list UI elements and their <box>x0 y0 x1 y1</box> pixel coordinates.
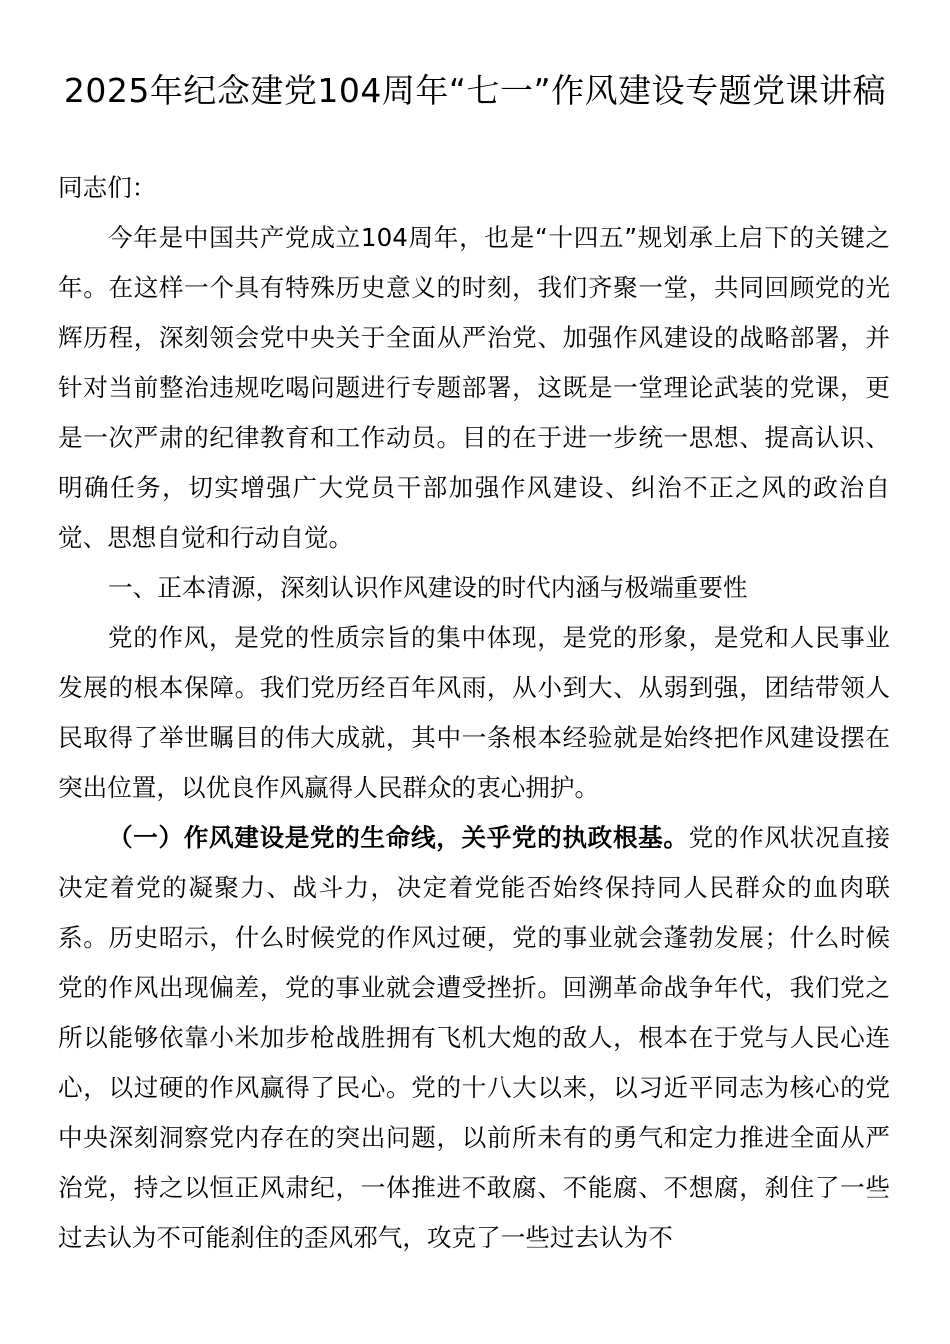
intro-paragraph: 今年是中国共产党成立104周年，也是“十四五”规划承上启下的关键之年。在这样一个具有特殊历史意义的时刻，我们齐聚一堂，共同回顾党的光辉历程，深刻领会党中央关于全面从严治党、加强作风建设的战略部署，并针对当前整治违规吃喝问题进行专题部署，这既是一堂理论武装的党课，更是一次严肃的纪律教育和工作动员。目的在于进一步统一思想、提高认识、明确任务，切实增强广大党员干部加强作风建设、纠治不正之风的政治自觉、思想自觉和行动自觉。 <box>58 223 890 552</box>
document-body <box>58 163 890 1263</box>
subsection-1-paragraph <box>58 813 890 1263</box>
salutation: 同志们： <box>58 173 157 202</box>
section-1-paragraph: 党的作风，是党的性质宗旨的集中体现，是党的形象，是党和人民事业发展的根本保障。我们党历经百年风雨，从小到大、从弱到强，团结带领人民取得了举世瞩目的伟大成就，其中一条根本经验就是始终把作风建设摆在突出位置，以优良作风赢得人民群众的衷心拥护。 <box>58 623 890 802</box>
subsection-1-text: 党的作风状况直接决定着党的凝聚力、战斗力，决定着党能否始终保持同人民群众的血肉联系。历史昭示，什么时候党的作风过硬，党的事业就会蓬勃发展；什么时候党的作风出现偏差，党的事业就会遭受挫折。回溯革命战争年代，我们党之所以能够依靠小米加步枪战胜拥有飞机大炮的敌人，根本在于党与人民心连心，以过硬的作风赢得了民心。党的十八大以来，以习近平同志为核心的党中央深刻洞察党内存在的突出问题，以前所未有的勇气和定力推进全面从严治党，持之以恒正风肃纪，一体推进不敢腐、不能腐、不想腐，刹住了一些过去认为不可能刹住的歪风邪气，攻克了一些过去认为不 <box>58 823 890 1252</box>
subsection-1-heading: （一）作风建设是党的生命线，关乎党的执政根基。 <box>108 823 689 852</box>
section-heading-1: 一、正本清源，深刻认识作风建设的时代内涵与极端重要性 <box>108 573 748 602</box>
document-title: 2025年纪念建党104周年“七一”作风建设专题党课讲稿 <box>63 71 887 110</box>
